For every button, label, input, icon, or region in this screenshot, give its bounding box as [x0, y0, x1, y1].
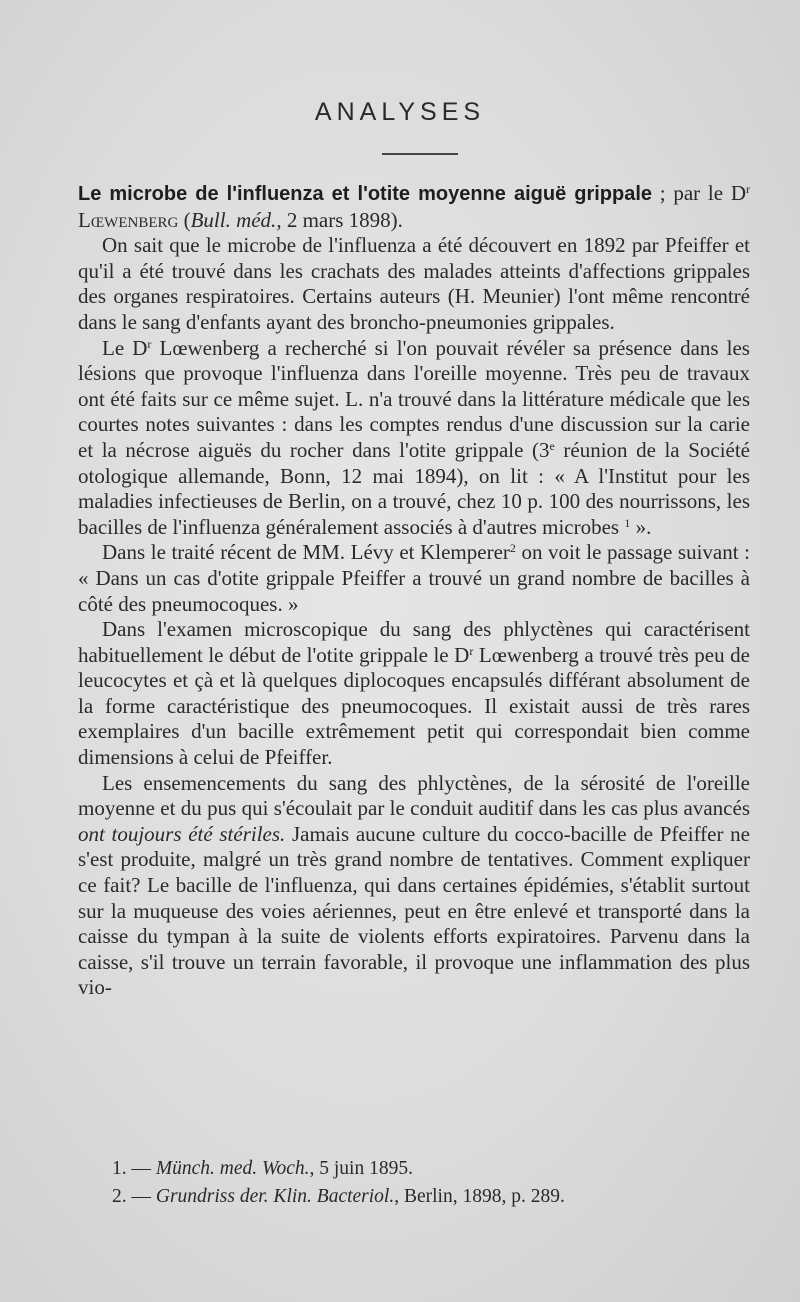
p5-emphasis: ont toujours été stériles.	[78, 821, 286, 846]
footnote-ref-2: 2	[509, 541, 516, 556]
footnote-ref-1: 1	[624, 515, 631, 530]
journal-name: Bull. méd.	[190, 207, 277, 232]
footnote-mark: 2. —	[112, 1186, 156, 1207]
section-heading: ANALYSES	[314, 98, 486, 126]
footnotes	[112, 1155, 752, 1211]
paragraph-4	[78, 617, 750, 771]
article-title-line	[78, 181, 750, 233]
article-author: Lœwenberg	[78, 207, 179, 232]
p2-part-d: ».	[630, 514, 652, 539]
p3-part-b: on voit le passage suivant : « Dans un cas d'otite grippale Pfeiffer a trouvé un grand nombre de bacilles à côté des pneumocoques. »	[78, 540, 750, 616]
p4-part-a: Dans l'examen microscopique du sang des phlyctènes qui caractérisent habituellement le début de l'otite grippale le D	[78, 617, 750, 667]
article-body	[78, 181, 750, 1001]
article-title: Le microbe de l'influenza et l'otite moyenne aiguë grippale	[78, 183, 653, 205]
heading-rule	[382, 153, 458, 155]
footnote-source: Grundriss der. Klin. Bacteriol.	[155, 1186, 395, 1207]
paragraph-3	[78, 540, 750, 617]
footnote-mark: 1. —	[112, 1158, 156, 1179]
p2-sup2: e	[549, 438, 555, 453]
p4-part-b: Lœwenberg a trouvé très peu de leucocytes et çà et là quelques diplocoques encapsulés différant absolument de la forme caractéristique des pneumocoques. Il existait aussi de très rares exemplaires d'un bacille extrêmement petit qui correspondait bien comme dimensions à celui de Pfeiffer.	[78, 642, 750, 770]
p5-part-b: Jamais aucune culture du cocco-bacille de Pfeiffer ne s'est produite, malgré un très grand nombre de tentatives. Comment expliquer ce fait? Le bacille de l'influenza, qui dans certaines épidémies, s'établit surtout sur la muqueuse des voies aériennes, peut en être enlevé et transporté dans la caisse du tympan à la suite de violents efforts expiratoires. Parvenu dans la caisse, s'il trouve un terrain favorable, il provoque une inflammation des plus vio-	[78, 821, 750, 1000]
footnote-detail: , Berlin, 1898, p. 289.	[394, 1186, 565, 1207]
citation-open: (	[178, 207, 191, 232]
paragraph-2	[78, 336, 750, 541]
p2-part-b: Lœwenberg a recherché si l'on pouvait révéler sa présence dans les lésions que provoque l'influenza dans l'oreille moyenne. Très peu de travaux ont été faits sur ce même sujet. L. n'a trouvé dans la littérature médicale que les courtes notes suivantes : dans les comptes rendus d'une discussion sur la carie et la nécrose aiguës du rocher dans l'otite grippale (3	[78, 335, 750, 462]
footnote-2	[112, 1183, 752, 1211]
p5-part-a: Les ensemencements du sang des phlyctènes, de la sérosité de l'oreille moyenne et du pus qui s'écoulait par le conduit auditif dans les cas plus avancés	[78, 770, 750, 821]
footnote-1	[112, 1155, 752, 1183]
citation-date: , 2 mars 1898).	[276, 207, 403, 232]
paragraph-5	[78, 771, 750, 1001]
p2-sup: r	[147, 336, 152, 351]
p4-sup: r	[469, 643, 474, 658]
p2-part-c: réunion de la Société otologique allemande, Bonn, 12 mai 1894), on lit : « A l'Institut pour les maladies infectieuses de Berlin, on a trouvé, chez 10 p. 100 des nourrissons, les bacilles de l'influenza généralement associés à d'autres microbes	[78, 437, 751, 539]
paragraph-1: On sait que le microbe de l'influenza a été découvert en 1892 par Pfeiffer et qu'il a été trouvé dans les crachats des malades atteints d'affections grippales des organes respiratoires. Certains auteurs (H. Meunier) l'ont même rencontré dans le sang d'enfants ayant des broncho-pneumonies grippales.	[78, 233, 750, 334]
footnote-source: Münch. med. Woch.	[155, 1158, 310, 1179]
footnote-detail: , 5 juin 1895.	[309, 1158, 413, 1179]
byline-lead: ; par le D	[652, 181, 746, 205]
byline-sup: r	[746, 182, 750, 196]
p2-part-a: Le D	[102, 335, 148, 360]
p3-part-a: Dans le traité récent de MM. Lévy et Klemperer	[102, 540, 510, 565]
